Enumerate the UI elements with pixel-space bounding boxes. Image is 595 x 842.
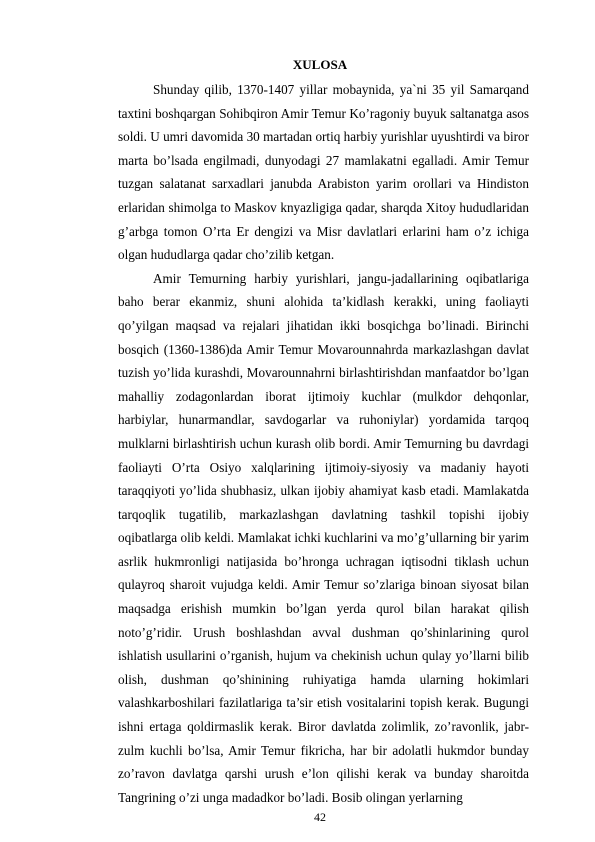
document-body [118,78,529,809]
paragraph-1: Shunday qilib, 1370-1407 yillar mobaynida, ya`ni 35 yil Samarqand taxtini boshqargan Sohibqiron Amir Temur Ko’ragoniy buyuk saltanatga asos soldi. U umri davomida 30 martadan ortiq harbiy yurishlar uyushtirdi va biror marta bo’lsada engilmadi, dunyodagi 27 mamlakatni egalladi. Amir Temur tuzgan salatanat sarxadlari janubda Arabiston yarim orollari va Hindiston erlaridan shimolga to Maskov knyazligiga qadar, sharqda Xitoy hududlaridan g’arbga tomon O’rta Er dengizi va Misr davlatlari erlarini ham o’z ichiga olgan hududlarga qadar cho’zilib ketgan. [118,82,529,263]
page-number: 42 [314,810,326,824]
page-title: XULOSA [292,57,348,72]
paragraph-2: Amir Temurning harbiy yurishlari, jangu-jadallarining oqibatlariga baho berar ekanmiz, shuni alohida ta’kidlash kerakki, uning faoliayti qo’yilgan maqsad va rejalari jihatidan ikki bosqichga bo’linadi. Birinchi bosqich (1360-1386)da Amir Temur Movarounnahrda markazlashgan davlat tuzish yo’lida kurashdi, Movarounnahrni birlashtirishdan manfaatdor bo’lgan mahalliy zodagonlardan iborat ijtimoiy kuchlar (mulkdor dehqonlar, harbiylar, hunarmandlar, savdogarlar va ruhoniylar) yordamida tarqoq mulklarni birlashtirish uchun kurash olib bordi. Amir Temurning bu davrdagi faoliayti O’rta Osiyo xalqlarining ijtimoiy-siyosiy va madaniy hayoti taraqqiyoti yo’lida shubhasiz, ulkan ijobiy ahamiyat kasb etadi. Mamlakatda tarqoqlik tugatilib, markazlashgan davlatning tashkil topishi ijobiy oqibatlarga olib keldi. Mamlakat ichki kuchlarini va mo’g’ullarning bir yarim asrlik hukmronligi natijasida bo’hronga uchragan iqtisodni tiklash uchun qulayroq sharoit vujudga keldi. Amir Temur so’zlariga binoan siyosat bilan maqsadga erishish mumkin bo’lgan yerda qurol bilan harakat qilish noto’g’ridir. Urush boshlashdan avval dushman qo’shinlarining qurol ishlatish usullarini o’rganish, hujum va chekinish uchun qulay yo’llarni bilib olish, dushman qo’shinining ruhiyatiga hamda ularning hokimlari valashkarboshilari fazilatlariga ta’sir etish vositalarini topish kerak. Bugungi ishni ertaga qoldirmaslik kerak. Biror davlatda zolimlik, zo’ravonlik, jabr-zulm kuchli bo’lsa, Amir Temur fikricha, har bir adolatli hukmdor bunday zo’ravon davlatga qarshi urush e’lon qilishi kerak va bunday sharoitda Tangrining o’zi unga madadkor bo’ladi. Bosib olingan yerlarning [118,270,529,805]
